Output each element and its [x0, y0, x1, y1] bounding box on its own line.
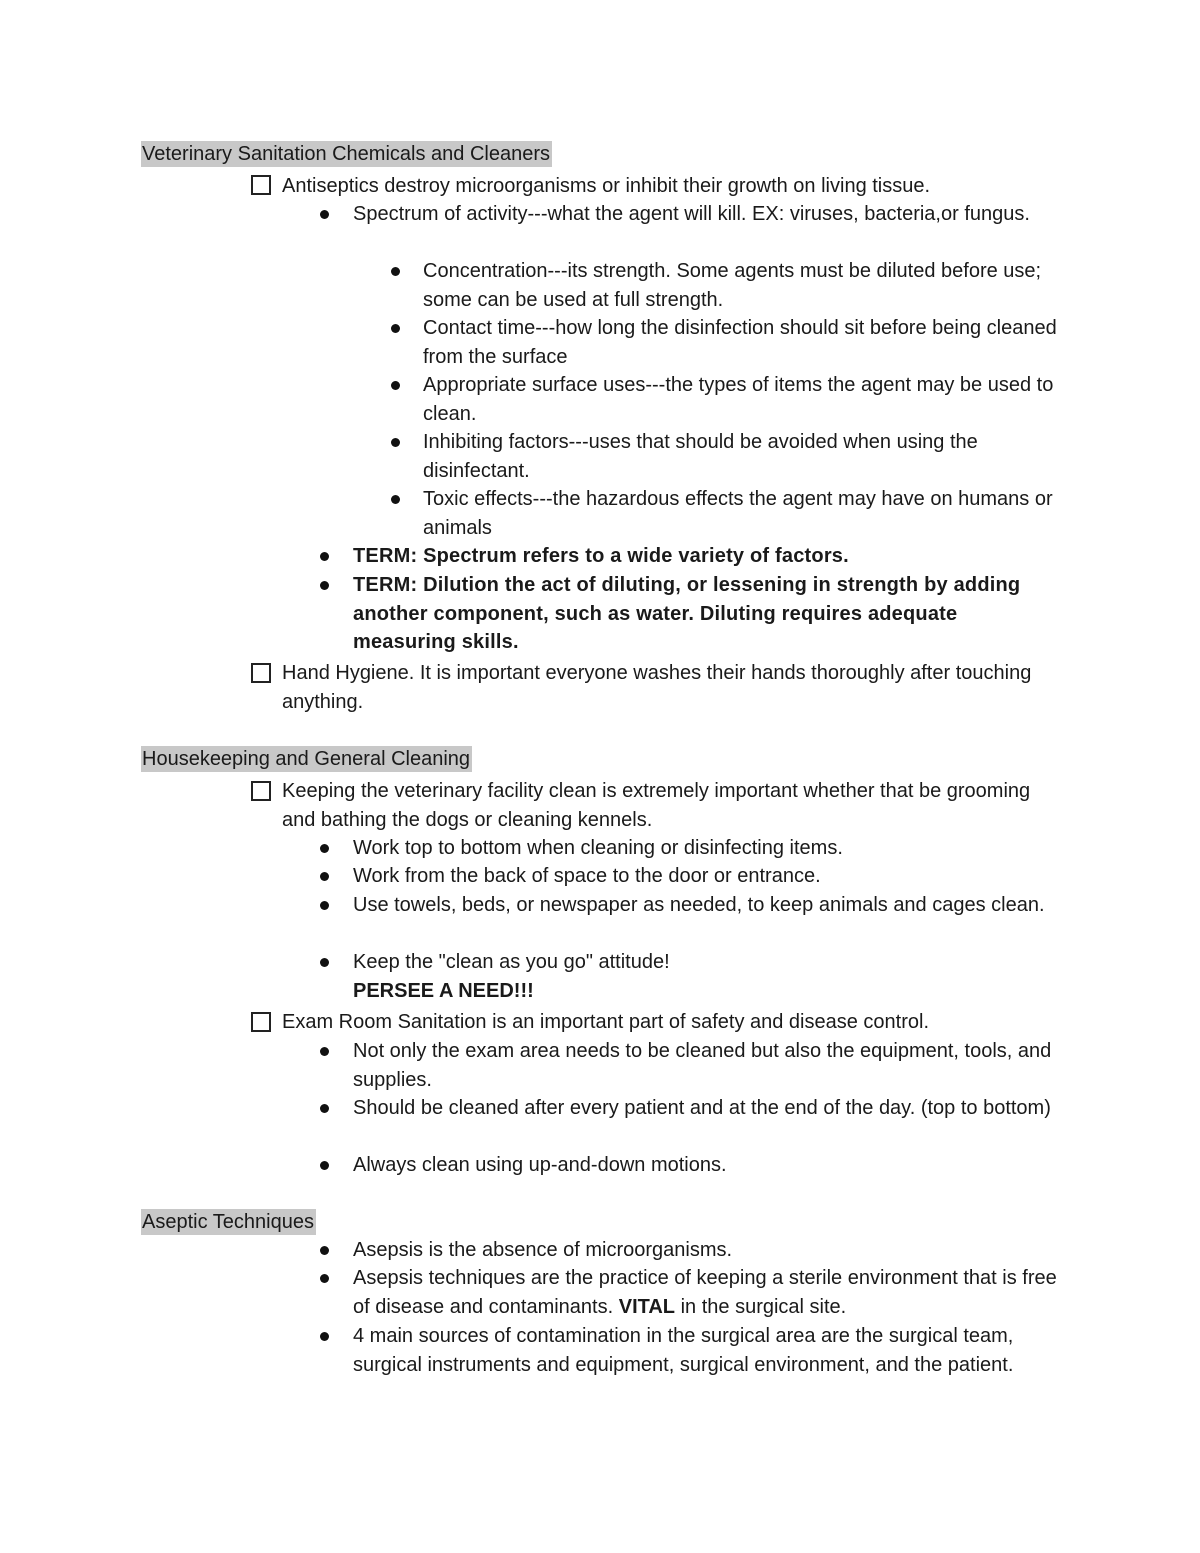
term-dilution: TERM: Dilution the act of diluting, or lessening in strength by adding another component, such as water. Diluting requires adequate measuring skills.	[353, 574, 1021, 653]
checkbox-icon	[251, 1012, 271, 1032]
list-item-techniques	[353, 1264, 1063, 1321]
list-item-hand-hygiene: Hand Hygiene. It is important everyone washes their hands thoroughly after touching anything.	[282, 662, 1032, 713]
list-item-motions: Always clean using up-and-down motions.	[353, 1154, 727, 1176]
techniques-text-end: in the surgical site.	[680, 1295, 847, 1318]
persee-note: PERSEE A NEED!!!	[353, 980, 534, 1002]
bullet-icon	[391, 267, 400, 276]
list-item-top-bottom: Work top to bottom when cleaning or disinfecting items.	[353, 837, 843, 859]
checkbox-icon	[251, 781, 271, 801]
list-item-antiseptics: Antiseptics destroy microorganisms or inhibit their growth on living tissue.	[282, 175, 931, 197]
list-item-towels: Use towels, beds, or newspaper as needed, to keep animals and cages clean.	[353, 894, 1045, 916]
bullet-icon	[320, 901, 329, 910]
list-item-after-patient: Should be cleaned after every patient and at the end of the day. (top to bottom)	[353, 1097, 1051, 1119]
list-item-asepsis: Asepsis is the absence of microorganisms.	[353, 1239, 733, 1261]
bullet-icon	[320, 1274, 329, 1283]
bullet-icon	[320, 1161, 329, 1170]
section-heading-aseptic: Aseptic Techniques	[142, 1211, 314, 1233]
list-item-spectrum: Spectrum of activity---what the agent will kill. EX: viruses, bacteria,or fungus.	[353, 203, 1030, 225]
list-item-concentration: Concentration---its strength. Some agents must be diluted before use; some can be used at full strength.	[423, 260, 1042, 311]
techniques-emphasis: VITAL	[618, 1295, 676, 1318]
bullet-icon	[391, 324, 400, 333]
list-item-equipment: Not only the exam area needs to be cleaned but also the equipment, tools, and supplies.	[353, 1040, 1052, 1091]
list-item-facility: Keeping the veterinary facility clean is extremely important whether that be grooming and bathing the dogs or cleaning kennels.	[282, 780, 1031, 831]
bullet-icon	[320, 958, 329, 967]
term-spectrum: TERM: Spectrum refers to a wide variety of factors.	[353, 545, 849, 567]
list-item-surface-uses: Appropriate surface uses---the types of items the agent may be used to clean.	[423, 374, 1054, 425]
bullet-icon	[320, 844, 329, 853]
bullet-icon	[320, 1104, 329, 1113]
section-heading-housekeeping: Housekeeping and General Cleaning	[142, 748, 471, 770]
techniques-text: Asepsis techniques are the practice of keeping a sterile environment that is free of disease and contaminants.	[353, 1267, 1057, 1318]
bullet-icon	[320, 1047, 329, 1056]
bullet-icon	[320, 872, 329, 881]
checkbox-icon	[251, 663, 271, 683]
checkbox-icon	[251, 175, 271, 195]
section-heading-sanitation: Veterinary Sanitation Chemicals and Cleaners	[142, 143, 550, 165]
bullet-icon	[320, 210, 329, 219]
bullet-icon	[320, 552, 329, 561]
list-item-back-door: Work from the back of space to the door or entrance.	[353, 865, 821, 887]
bullet-icon	[391, 495, 400, 504]
bullet-icon	[320, 581, 329, 590]
list-item-toxic-effects: Toxic effects---the hazardous effects the agent may have on humans or animals	[423, 488, 1053, 539]
bullet-icon	[320, 1332, 329, 1341]
bullet-icon	[391, 438, 400, 447]
list-item-exam-room: Exam Room Sanitation is an important part of safety and disease control.	[282, 1011, 930, 1033]
bullet-icon	[320, 1246, 329, 1255]
list-item-sources: 4 main sources of contamination in the surgical area are the surgical team, surgical instruments and equipment, surgical environment, and the patient.	[353, 1325, 1014, 1376]
list-item-contact-time: Contact time---how long the disinfection should sit before being cleaned from the surface	[423, 317, 1057, 368]
list-item-attitude: Keep the "clean as you go" attitude!	[353, 951, 670, 973]
list-item-inhibiting-factors: Inhibiting factors---uses that should be avoided when using the disinfectant.	[423, 431, 978, 482]
bullet-icon	[391, 381, 400, 390]
